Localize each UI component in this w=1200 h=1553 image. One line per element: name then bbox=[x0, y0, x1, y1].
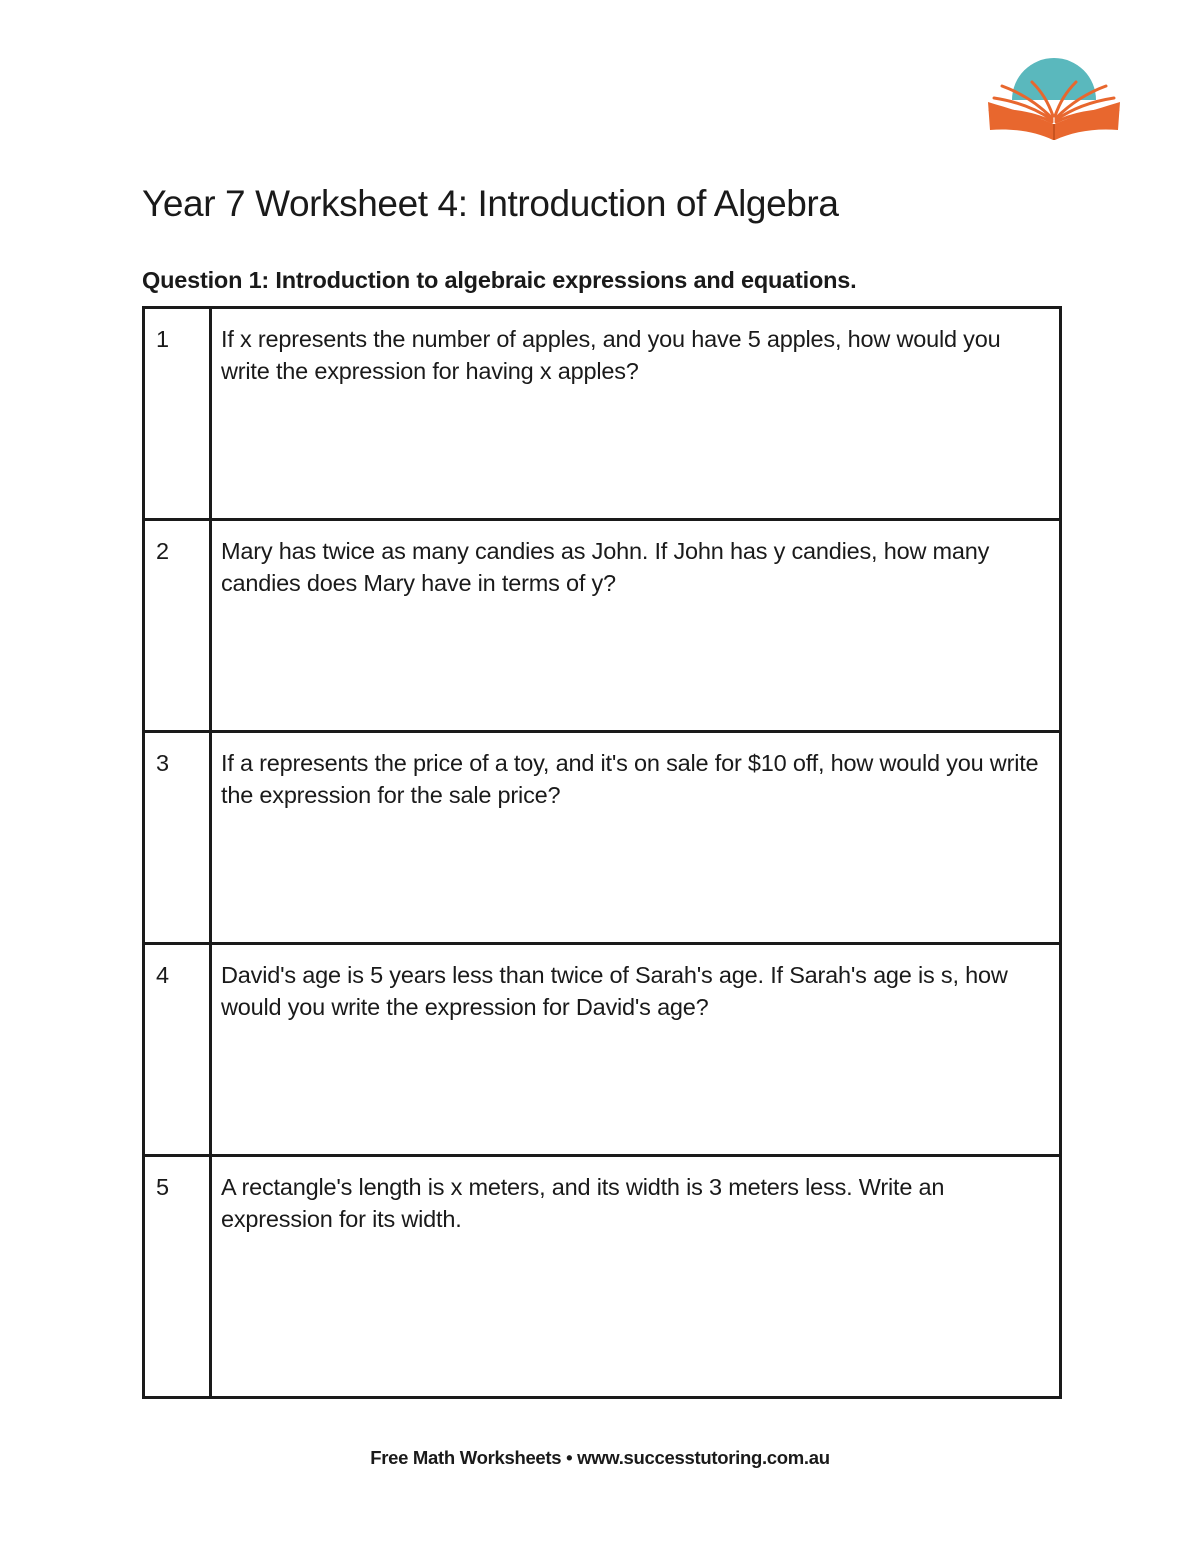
page-title: Year 7 Worksheet 4: Introduction of Algebra bbox=[142, 183, 839, 224]
question-table bbox=[142, 306, 1062, 1399]
question-text: David's age is 5 years less than twice of Sarah's age. If Sarah's age is s, how would you write the expression for David's age? bbox=[211, 944, 1061, 1156]
question-text: A rectangle's length is x meters, and its width is 3 meters less. Write an expression for its width. bbox=[211, 1156, 1061, 1398]
question-heading: Question 1: Introduction to algebraic expressions and equations. bbox=[142, 267, 857, 293]
footer: Free Math Worksheets • www.successtutoring.com.au bbox=[370, 1447, 830, 1468]
table-row bbox=[144, 944, 1061, 1156]
question-number: 5 bbox=[144, 1156, 211, 1398]
table-row bbox=[144, 520, 1061, 732]
question-number: 3 bbox=[144, 732, 211, 944]
question-text: Mary has twice as many candies as John. If John has y candies, how many candies does Mary have in terms of y? bbox=[211, 520, 1061, 732]
table-row bbox=[144, 308, 1061, 520]
open-book-sun-icon bbox=[984, 52, 1124, 144]
table-row bbox=[144, 1156, 1061, 1398]
question-number: 4 bbox=[144, 944, 211, 1156]
table-row bbox=[144, 732, 1061, 944]
question-number: 2 bbox=[144, 520, 211, 732]
question-text: If x represents the number of apples, and you have 5 apples, how would you write the expression for having x apples? bbox=[211, 308, 1061, 520]
question-text: If a represents the price of a toy, and it's on sale for $10 off, how would you write the expression for the sale price? bbox=[211, 732, 1061, 944]
question-number: 1 bbox=[144, 308, 211, 520]
